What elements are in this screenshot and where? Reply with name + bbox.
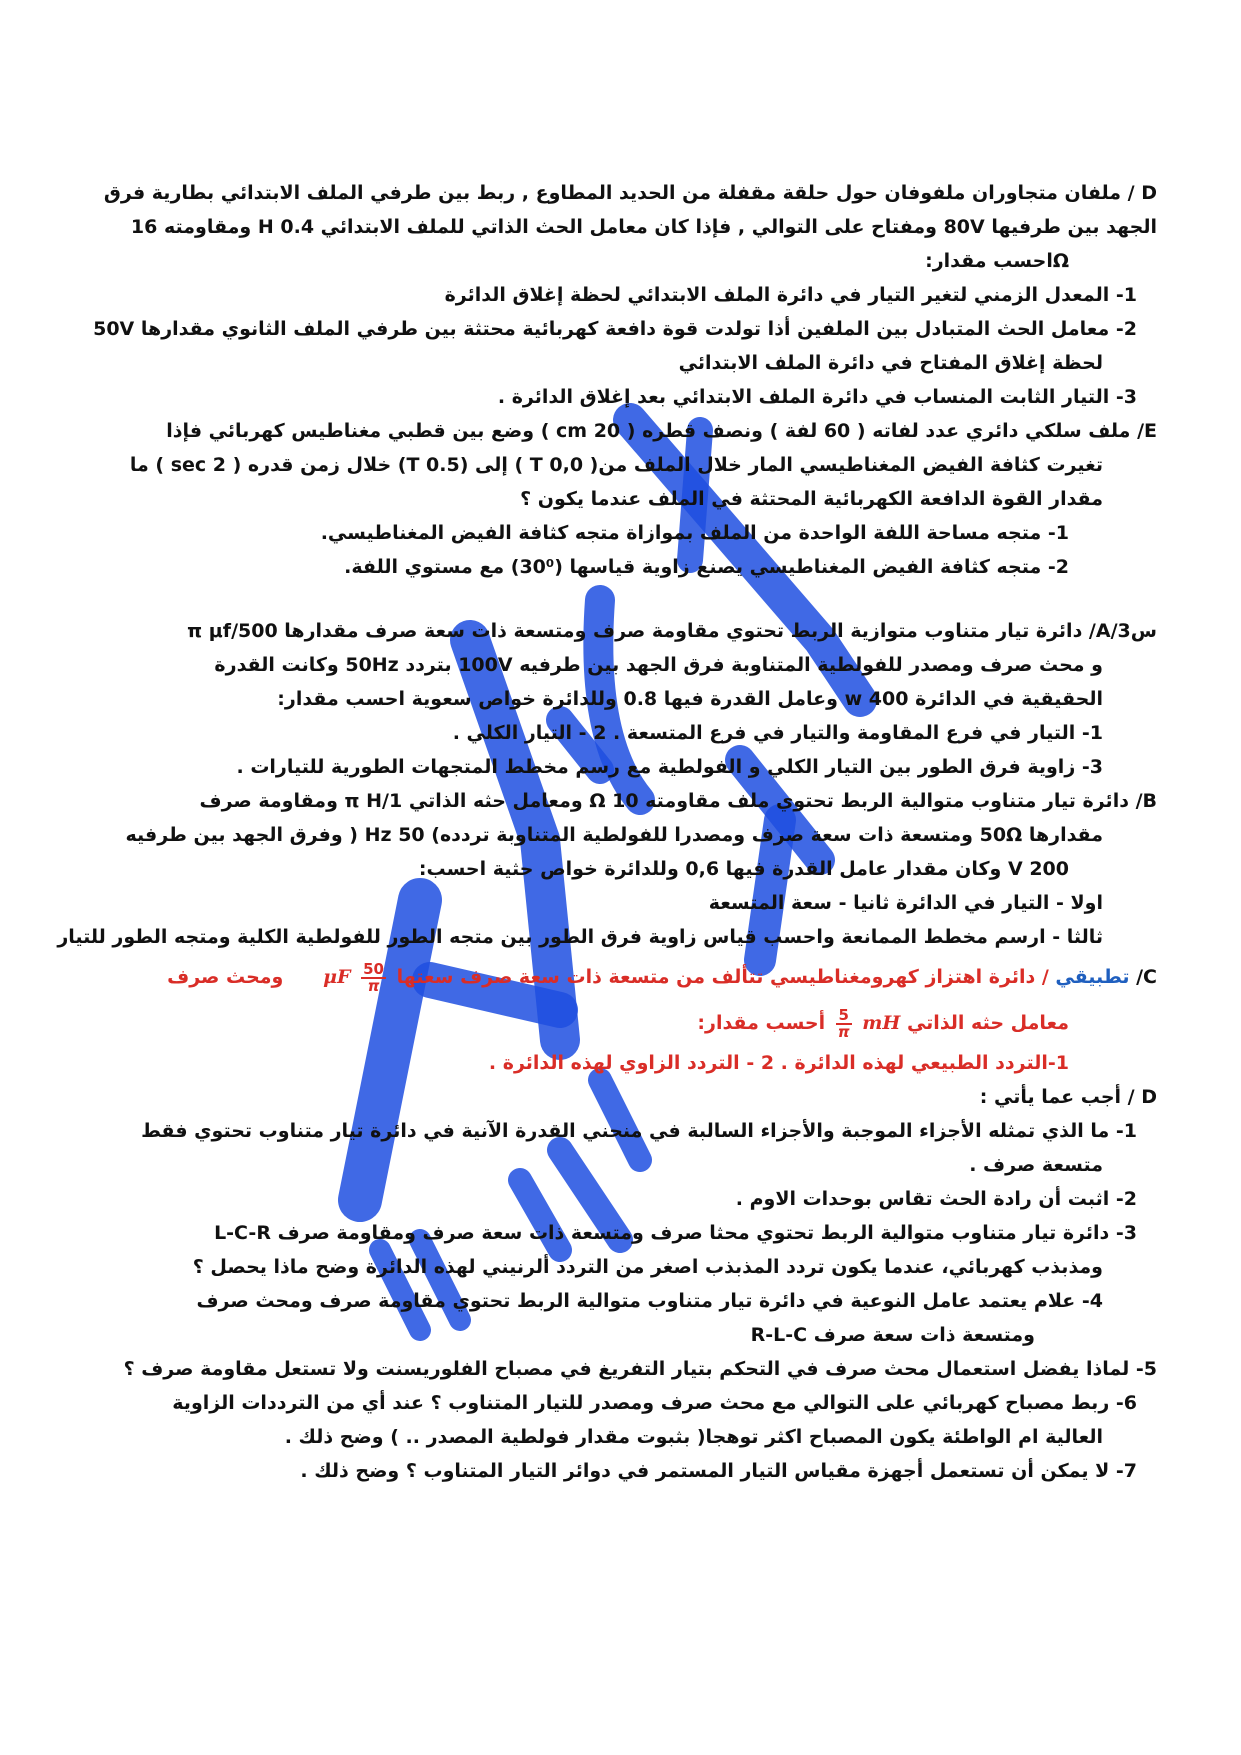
q3-c-text-3: معامل حثه الذاتي bbox=[906, 1012, 1069, 1034]
q-d-item-1: 1- المعدل الزمني لتغير التيار في دائرة الملف الابتدائي لحظة إغلاق الدائرة bbox=[444, 284, 1137, 306]
q-d2-item-7: 7- لا يمكن أن تستعمل أجهزة مقياس التيار المستمر في دوائر التيار المتناوب ؟ وضح ذلك . bbox=[300, 1460, 1137, 1482]
q-d-item-2-cont: لحظة إغلاق المفتاح في دائرة الملف الابتدائي bbox=[678, 352, 1103, 374]
q-e-intro-line-2: تغيرت كثافة الفيض المغناطيسي المار خلال الملف من( 0,0 T ) إلى (0.5 T) خلال زمن قدره ( 2 sec ) ما bbox=[129, 454, 1103, 476]
inductance-numerator: 5 bbox=[836, 1008, 852, 1025]
inductance-unit: mH bbox=[862, 1012, 901, 1034]
q-d-intro-line-1: D / ملفان متجاوران ملفوفان حول حلقة مقفلة من الحديد المطاوع , ربط بين طرفي الملف الابتدائي بطارية فرق bbox=[103, 182, 1157, 204]
q3-b-intro-line-1: B/ دائرة تيار متناوب متوالية الربط تحتوي ملف مقاومته 10 Ω ومعامل حثه الذاتي 1/π H ومقاومة صرف bbox=[199, 790, 1157, 812]
q3-a-intro-line-2: و محث صرف ومصدر للفولطية المتناوبة فرق الجهد بين طرفيه 100V بتردد 50Hz وكانت القدرة bbox=[214, 654, 1103, 676]
q-d2-item-5: 5- لماذا يفضل استعمال محث صرف في التحكم بتيار التفريغ في مصباح الفلوريسنت ولا تستعل مقاومة صرف ؟ bbox=[123, 1358, 1157, 1380]
q-d-item-3: 3- التيار الثابت المنساب في دائرة الملف الابتدائي بعد إغلاق الدائرة . bbox=[497, 386, 1137, 408]
applied-tag: تطبيقي bbox=[1055, 966, 1130, 988]
q-d-intro-line-3: Ωاحسب مقدار: bbox=[925, 250, 1069, 272]
capacitance-denominator: π bbox=[367, 976, 380, 995]
q-d2-item-2: 2- اثبت أن رادة الحث تقاس بوحدات الاوم . bbox=[735, 1188, 1137, 1210]
q3-b-intro-line-3: 200 V وكان مقدار عامل القدرة فيها 0,6 وللدائرة خواص حثية احسب: bbox=[418, 858, 1069, 880]
q-d-item-2: 2- معامل الحث المتبادل بين الملفين أذا تولدت قوة دافعة كهربائية محتثة بين طرفي الملف الثانوي مقدارها 50V bbox=[93, 318, 1137, 340]
q-d-intro-line-2: الجهد بين طرفيها 80V ومفتاح على التوالي , فإذا كان معامل الحث الذاتي للملف الابتدائي 0.4 H ومقاومته 16 bbox=[130, 216, 1157, 238]
q3-c-intro-line-2 bbox=[85, 1000, 1165, 1046]
capacitance-fraction bbox=[361, 959, 386, 995]
q3-a-intro-line-1: س3/A/ دائرة تيار متناوب متوازية الربط تحتوي مقاومة صرف ومتسعة ذات سعة صرف مقدارها 500/π μf bbox=[187, 620, 1157, 642]
q-d2-item-1-cont: متسعة صرف . bbox=[969, 1154, 1103, 1176]
q3-a-item-1: 1- التيار في فرع المقاومة والتيار في فرع المتسعة . 2 - التيار الكلي . bbox=[452, 722, 1103, 744]
inductance-fraction bbox=[836, 1005, 852, 1041]
q-d2-title: D / أجب عما يأتي : bbox=[979, 1086, 1157, 1108]
q-d2-item-4: 4- علام يعتمد عامل النوعية في دائرة تيار متناوب متوالية الربط تحتوي مقاومة صرف ومحث صرف bbox=[196, 1290, 1103, 1312]
q3-c-text-2: ومحث صرف bbox=[167, 966, 284, 988]
q3-c-text-4: أحسب مقدار: bbox=[697, 1012, 826, 1034]
q3-b-item-3: ثالثا - ارسم مخطط الممانعة واحسب قياس زاوية فرق الطور بين متجه الطور للفولطية الكلية ومتجه الطور للتيار bbox=[57, 926, 1103, 948]
worksheet bbox=[57, 176, 1165, 1488]
q3-b-item-1: اولا - التيار في الدائرة ثانيا - سعة المتسعة bbox=[708, 892, 1103, 914]
q3-a-item-3: 3- زاوية فرق الطور بين التيار الكلي و الفولطية مع رسم مخطط المتجهات الطورية للتيارات . bbox=[236, 756, 1103, 778]
q-d2-item-1: 1- ما الذي تمثله الأجزاء الموجبة والأجزاء السالبة في منحني القدرة الآنية في دائرة تيار متناوب تحتوي فقط bbox=[141, 1120, 1137, 1142]
q3-c-items: 1-التردد الطبيعي لهذه الدائرة . 2 - التردد الزاوي لهذه الدائرة . bbox=[488, 1052, 1069, 1074]
q-d2-item-4-cont: ومتسعة ذات سعة صرف R-L-C bbox=[750, 1324, 1035, 1346]
q-e-intro-line-1: E/ ملف سلكي دائري عدد لفاته ( 60 لفة ) ونصف قطره ( 20 cm ) وضع بين قطبي مغناطيس كهربائي فإذا bbox=[166, 420, 1157, 442]
q3-b-intro-line-2: مقدارها 50Ω ومتسعة ذات سعة صرف ومصدرا للفولطية المتناوبة تردده) 50 Hz ( وفرق الجهد بين طرفيه bbox=[125, 824, 1103, 846]
q-d2-item-6: 6- ربط مصباح كهربائي على التوالي مع محث صرف ومصدر للتيار المتناوب ؟ عند أي من الترددات الزاوية bbox=[172, 1392, 1137, 1414]
q-e-item-2: 2- متجه كثافة الفيض المغناطيسي يصنع زاوية قياسها (30⁰) مع مستوي اللفة. bbox=[344, 556, 1069, 578]
q-d2-item-3-cont: ومذبذب كهربائي، عندما يكون تردد المذبذب اصغر من التردد ألرنيني لهذه الدائرة وضح ماذا يحصل ؟ bbox=[192, 1256, 1103, 1278]
q-d2-item-3: 3- دائرة تيار متناوب متوالية الربط تحتوي محثا صرف ومتسعة ذات سعة صرف ومقاومة صرف L-C-R bbox=[214, 1222, 1137, 1244]
q3-c-label: C/ bbox=[1136, 966, 1157, 988]
q-e-intro-line-3: مقدار القوة الدافعة الكهربائية المحتثة في الملف عندما يكون ؟ bbox=[520, 488, 1103, 510]
q3-c-text-1: / دائرة اهتزاز كهرومغناطيسي تتألف من متسعة ذات سعة صرف سعتها bbox=[396, 966, 1049, 988]
capacitance-numerator: 50 bbox=[363, 959, 384, 978]
inductance-denominator: π bbox=[837, 1022, 850, 1041]
q3-c-intro-line-1 bbox=[85, 954, 1165, 1000]
q-e-item-1: 1- متجه مساحة اللفة الواحدة من الملف بموازاة متجه كثافة الفيض المغناطيسي. bbox=[320, 522, 1069, 544]
q3-a-intro-line-3: الحقيقية في الدائرة 400 w وعامل القدرة فيها 0.8 وللدائرة خواص سعوية احسب مقدار: bbox=[277, 688, 1103, 710]
capacitance-unit: μF bbox=[323, 966, 351, 988]
section-gap bbox=[85, 584, 1165, 614]
q-d2-item-6-cont: العالية ام الواطئة يكون المصباح اكثر توهجا( بثبوت مقدار فولطية المصدر .. ) وضح ذلك . bbox=[284, 1426, 1103, 1448]
